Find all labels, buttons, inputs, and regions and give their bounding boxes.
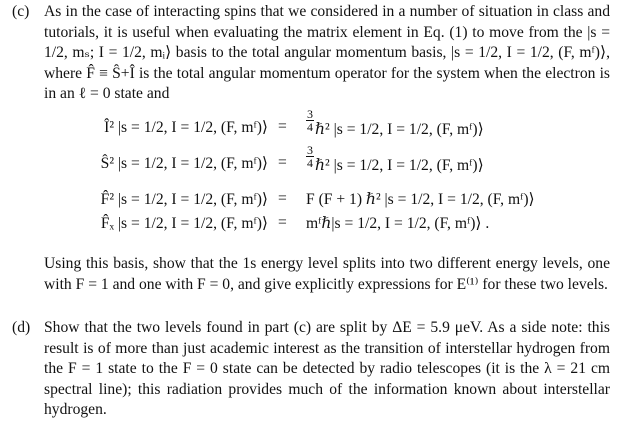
equation-lhs: Ŝ² |s = 1/2, I = 1/2, (F, mᶠ)⟩ bbox=[100, 155, 268, 172]
part-d-label: (d) bbox=[12, 319, 31, 336]
equation-rhs: mᶠℏ|s = 1/2, I = 1/2, (F, mᶠ)⟩ . bbox=[306, 215, 490, 232]
equals-sign: = bbox=[278, 190, 287, 207]
equation-i-squared bbox=[40, 107, 630, 144]
fraction-denominator: 4 bbox=[307, 120, 313, 134]
equals-sign: = bbox=[278, 214, 287, 231]
fraction-numerator: 3 bbox=[307, 107, 313, 121]
equation-lhs: F̂ₓ |s = 1/2, I = 1/2, (F, mᶠ)⟩ bbox=[100, 215, 268, 232]
part-c bbox=[12, 2, 610, 105]
part-c-label: (c) bbox=[12, 3, 30, 20]
part-d-text: Show that the two levels found in part (c) are split by ΔE = 5.9 μeV. As a side note: this result is of more than just academic interest as the transition of interstellar hydrogen from the F = 1 state to the F = 0 state can be detected by radio telescopes (it is the λ = 21 cm spectral line); this radiation provides much of the information known about interstellar hydrogen. bbox=[44, 319, 610, 418]
equation-rhs bbox=[306, 143, 484, 179]
equation-rhs: F (F + 1) ℏ² |s = 1/2, I = 1/2, (F, mᶠ)⟩ bbox=[306, 191, 535, 208]
equation-s-squared bbox=[40, 143, 630, 180]
equals-sign: = bbox=[278, 118, 287, 135]
part-d bbox=[12, 318, 610, 421]
equation-lhs: Î² |s = 1/2, I = 1/2, (F, mᶠ)⟩ bbox=[104, 119, 268, 136]
equation-rhs-text: ℏ² |s = 1/2, I = 1/2, (F, mᶠ)⟩ bbox=[315, 121, 484, 139]
equation-rhs-text: ℏ² |s = 1/2, I = 1/2, (F, mᶠ)⟩ bbox=[315, 157, 484, 175]
part-c-intro: As in the case of interacting spins that we considered in a number of situation in class and tutorials, it is useful when evaluating the matrix element in Eq. (1) to move from the |s = 1/2, mₛ; I = 1/2, mᵢ⟩ basis to the total angular momentum basis, |s = 1/2, I = 1/2, (F, mᶠ)⟩, where F̂ ≡ Ŝ+Î is the total angular momentum operator for the system when the electron is in an ℓ = 0 state and bbox=[44, 3, 610, 102]
fraction-numerator: 3 bbox=[307, 143, 313, 157]
equation-lhs: F̂² |s = 1/2, I = 1/2, (F, mᶠ)⟩ bbox=[100, 191, 268, 208]
fraction bbox=[306, 144, 314, 169]
equals-sign: = bbox=[278, 154, 287, 171]
part-c-conclusion: Using this basis, show that the 1s energy level splits into two different energy levels, one with F = 1 and one with F = 0, and give explicitly expressions for E⁽¹⁾ for these two levels. bbox=[44, 255, 610, 293]
equation-f-z bbox=[40, 214, 630, 240]
equation-rhs bbox=[306, 107, 484, 143]
fraction-denominator: 4 bbox=[307, 156, 313, 170]
equation-f-squared bbox=[40, 190, 630, 216]
fraction bbox=[306, 108, 314, 133]
